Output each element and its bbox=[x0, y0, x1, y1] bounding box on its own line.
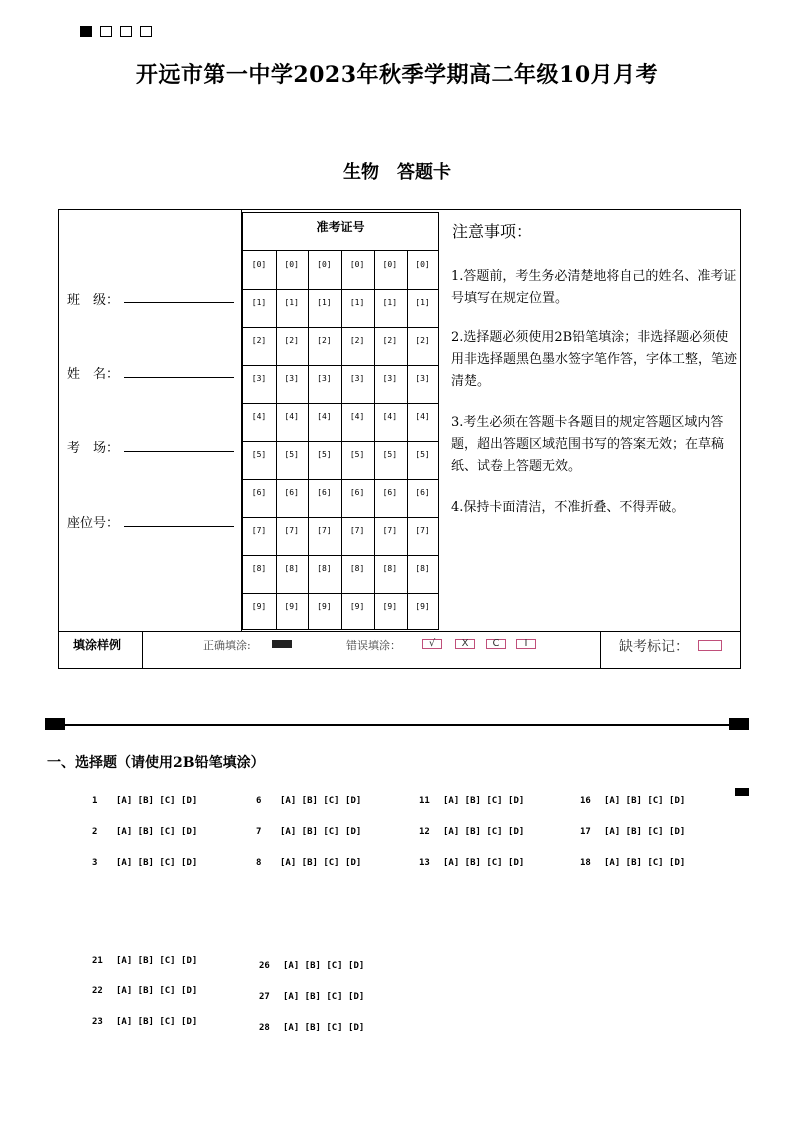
digit-bubble[interactable]: [1] bbox=[349, 298, 365, 307]
digit-bubble[interactable]: [4] bbox=[284, 412, 299, 421]
wrong-fill-label: 错误填涂： bbox=[346, 639, 401, 652]
digit-bubble[interactable]: [7] bbox=[382, 526, 398, 535]
question-item[interactable] bbox=[92, 1017, 197, 1027]
grid-row-line bbox=[243, 327, 438, 328]
question-number: 16 bbox=[580, 796, 591, 806]
name-field[interactable] bbox=[124, 377, 234, 378]
question-number: 13 bbox=[419, 858, 430, 868]
question-number: 7 bbox=[256, 827, 262, 837]
name-label: 姓 名： bbox=[67, 367, 120, 382]
digit-bubble[interactable]: [9] bbox=[317, 602, 332, 611]
question-item[interactable] bbox=[419, 796, 524, 806]
answer-options[interactable]: [A] [B] [C] [D] bbox=[283, 961, 365, 971]
digit-bubble[interactable]: [5] bbox=[382, 450, 398, 459]
digit-bubble[interactable]: [5] bbox=[284, 450, 299, 459]
digit-bubble[interactable]: [9] bbox=[382, 602, 398, 611]
exam-room-label: 考 场： bbox=[67, 441, 120, 456]
wrong-fill-sample: √ bbox=[422, 639, 442, 649]
sample-label: 填涂样例 bbox=[73, 638, 122, 652]
question-item[interactable] bbox=[256, 827, 361, 837]
answer-options[interactable]: [A] [B] [C] [D] bbox=[116, 796, 198, 806]
digit-bubble[interactable]: [8] bbox=[415, 564, 430, 573]
grid-row-line bbox=[243, 441, 438, 442]
digit-bubble[interactable]: [2] bbox=[415, 336, 430, 345]
digit-bubble[interactable]: [1] bbox=[317, 298, 332, 307]
digit-bubble[interactable]: [0] bbox=[382, 260, 398, 269]
digit-bubble[interactable]: [5] bbox=[415, 450, 430, 459]
question-item[interactable] bbox=[256, 796, 361, 806]
absent-mark-label: 缺考标记： bbox=[619, 639, 689, 655]
question-number: 8 bbox=[256, 858, 262, 868]
position-marker bbox=[140, 26, 152, 37]
note-item: 1.答题前，考生务必清楚地将自己的姓名、准考证号填写在规定位置。 bbox=[451, 269, 737, 306]
question-number: 12 bbox=[419, 827, 430, 837]
grid-row-line bbox=[243, 555, 438, 556]
class-field[interactable] bbox=[124, 302, 234, 303]
digit-bubble[interactable]: [9] bbox=[251, 602, 267, 611]
question-number: 17 bbox=[580, 827, 591, 837]
question-number: 3 bbox=[92, 858, 98, 868]
question-number: 28 bbox=[259, 1023, 270, 1033]
digit-bubble[interactable]: [3] bbox=[349, 374, 365, 383]
digit-bubble[interactable]: [3] bbox=[251, 374, 267, 383]
digit-bubble[interactable]: [1] bbox=[284, 298, 299, 307]
question-item[interactable] bbox=[580, 827, 685, 837]
section-separator bbox=[64, 724, 732, 726]
exam-room-field[interactable] bbox=[124, 451, 234, 452]
digit-bubble[interactable]: [3] bbox=[284, 374, 299, 383]
question-item[interactable] bbox=[256, 858, 361, 868]
digit-bubble[interactable]: [8] bbox=[284, 564, 299, 573]
digit-bubble[interactable]: [9] bbox=[415, 602, 430, 611]
digit-bubble[interactable]: [2] bbox=[284, 336, 299, 345]
digit-bubble[interactable]: [6] bbox=[382, 488, 398, 497]
position-marker-filled bbox=[735, 788, 749, 796]
position-marker-filled bbox=[80, 26, 92, 37]
digit-bubble[interactable]: [6] bbox=[251, 488, 267, 497]
wrong-fill-sample: I bbox=[516, 639, 536, 649]
digit-bubble[interactable]: [3] bbox=[415, 374, 430, 383]
question-number: 1 bbox=[92, 796, 98, 806]
question-item[interactable] bbox=[419, 827, 524, 837]
digit-bubble[interactable]: [4] bbox=[349, 412, 365, 421]
question-item[interactable] bbox=[92, 858, 197, 868]
digit-bubble[interactable]: [0] bbox=[251, 260, 267, 269]
digit-bubble[interactable]: [9] bbox=[284, 602, 299, 611]
question-item[interactable] bbox=[580, 796, 685, 806]
question-number: 21 bbox=[92, 956, 103, 966]
note-item: 4.保持卡面清洁，不准折叠、不得弄破。 bbox=[451, 500, 685, 515]
answer-options[interactable]: [A] [B] [C] [D] bbox=[116, 827, 198, 837]
question-number: 27 bbox=[259, 992, 270, 1002]
note-item: 3.考生必须在答题卡各题目的规定答题区域内答题，超出答题区域范围书写的答案无效；在草稿纸、试卷上答题无效。 bbox=[451, 415, 725, 474]
correct-fill-label: 正确填涂: bbox=[203, 639, 251, 652]
answer-options[interactable]: [A] [B] [C] [D] bbox=[116, 986, 198, 996]
answer-options[interactable]: [A] [B] [C] [D] bbox=[604, 827, 686, 837]
digit-bubble[interactable]: [7] bbox=[317, 526, 332, 535]
grid-row-line bbox=[243, 403, 438, 404]
question-number: 26 bbox=[259, 961, 270, 971]
question-number: 23 bbox=[92, 1017, 103, 1027]
question-item[interactable] bbox=[92, 956, 197, 966]
answer-options[interactable]: [A] [B] [C] [D] bbox=[116, 858, 198, 868]
digit-bubble[interactable]: [6] bbox=[317, 488, 332, 497]
digit-bubble[interactable]: [1] bbox=[251, 298, 267, 307]
digit-bubble[interactable]: [8] bbox=[382, 564, 398, 573]
digit-bubble[interactable]: [4] bbox=[251, 412, 267, 421]
admission-number-title: 准考证号 bbox=[243, 213, 438, 251]
divider bbox=[58, 631, 741, 632]
wrong-fill-sample: X bbox=[455, 639, 475, 649]
page-subtitle: 生物 答题卡 bbox=[343, 162, 451, 183]
answer-options[interactable]: [A] [B] [C] [D] bbox=[443, 827, 525, 837]
digit-bubble[interactable]: [6] bbox=[415, 488, 430, 497]
digit-bubble[interactable]: [8] bbox=[349, 564, 365, 573]
answer-options[interactable]: [A] [B] [C] [D] bbox=[604, 796, 686, 806]
grid-row-line bbox=[243, 593, 438, 594]
digit-bubble[interactable]: [4] bbox=[415, 412, 430, 421]
position-marker bbox=[100, 26, 112, 37]
digit-bubble[interactable]: [6] bbox=[284, 488, 299, 497]
digit-bubble[interactable]: [5] bbox=[251, 450, 267, 459]
answer-options[interactable]: [A] [B] [C] [D] bbox=[283, 1023, 365, 1033]
digit-bubble[interactable]: [2] bbox=[251, 336, 267, 345]
digit-bubble[interactable]: [3] bbox=[317, 374, 332, 383]
answer-options[interactable]: [A] [B] [C] [D] bbox=[280, 827, 362, 837]
question-item[interactable] bbox=[580, 858, 685, 868]
separator-marker bbox=[45, 718, 65, 730]
digit-bubble[interactable]: [2] bbox=[382, 336, 398, 345]
absent-mark-box[interactable] bbox=[698, 640, 722, 651]
digit-bubble[interactable]: [4] bbox=[317, 412, 332, 421]
digit-bubble[interactable]: [0] bbox=[349, 260, 365, 269]
page-title: 开远市第一中学2023年秋季学期高二年级10月月考 bbox=[135, 62, 659, 88]
grid-row-line bbox=[243, 517, 438, 518]
digit-bubble[interactable]: [7] bbox=[251, 526, 267, 535]
digit-bubble[interactable]: [0] bbox=[284, 260, 299, 269]
position-marker bbox=[120, 26, 132, 37]
section-title: 一、选择题（请使用2B铅笔填涂） bbox=[47, 755, 265, 771]
question-item[interactable] bbox=[92, 986, 197, 996]
question-number: 2 bbox=[92, 827, 98, 837]
digit-bubble[interactable]: [0] bbox=[317, 260, 332, 269]
question-item[interactable] bbox=[92, 827, 197, 837]
separator-marker bbox=[729, 718, 749, 730]
question-item[interactable] bbox=[419, 858, 524, 868]
class-label: 班 级： bbox=[67, 293, 120, 308]
admission-number-grid bbox=[242, 212, 439, 630]
notes-title: 注意事项： bbox=[452, 222, 533, 241]
grid-row-line bbox=[243, 365, 438, 366]
question-number: 6 bbox=[256, 796, 262, 806]
digit-bubble[interactable]: [4] bbox=[382, 412, 398, 421]
question-number: 22 bbox=[92, 986, 103, 996]
answer-options[interactable]: [A] [B] [C] [D] bbox=[116, 956, 198, 966]
grid-row-line bbox=[243, 289, 438, 290]
divider bbox=[600, 631, 601, 669]
digit-bubble[interactable]: [8] bbox=[317, 564, 332, 573]
digit-bubble[interactable]: [8] bbox=[251, 564, 267, 573]
answer-options[interactable]: [A] [B] [C] [D] bbox=[116, 1017, 198, 1027]
digit-bubble[interactable]: [3] bbox=[382, 374, 398, 383]
answer-options[interactable]: [A] [B] [C] [D] bbox=[283, 992, 365, 1002]
divider bbox=[142, 631, 143, 669]
digit-bubble[interactable]: [7] bbox=[415, 526, 430, 535]
answer-options[interactable]: [A] [B] [C] [D] bbox=[280, 858, 362, 868]
seat-number-field[interactable] bbox=[124, 526, 234, 527]
question-item[interactable] bbox=[259, 992, 364, 1002]
wrong-fill-sample: C bbox=[486, 639, 506, 649]
digit-bubble[interactable]: [2] bbox=[317, 336, 332, 345]
digit-bubble[interactable]: [6] bbox=[349, 488, 365, 497]
digit-bubble[interactable]: [5] bbox=[349, 450, 365, 459]
digit-bubble[interactable]: [5] bbox=[317, 450, 332, 459]
correct-fill-sample bbox=[272, 640, 292, 648]
digit-bubble[interactable]: [7] bbox=[349, 526, 365, 535]
question-number: 11 bbox=[419, 796, 430, 806]
digit-bubble[interactable]: [2] bbox=[349, 336, 365, 345]
grid-row-line bbox=[243, 479, 438, 480]
question-item[interactable] bbox=[92, 796, 197, 806]
digit-bubble[interactable]: [9] bbox=[349, 602, 365, 611]
question-number: 18 bbox=[580, 858, 591, 868]
answer-options[interactable]: [A] [B] [C] [D] bbox=[443, 858, 525, 868]
seat-number-label: 座位号： bbox=[67, 516, 120, 531]
answer-options[interactable]: [A] [B] [C] [D] bbox=[604, 858, 686, 868]
answer-options[interactable]: [A] [B] [C] [D] bbox=[280, 796, 362, 806]
answer-options[interactable]: [A] [B] [C] [D] bbox=[443, 796, 525, 806]
digit-bubble[interactable]: [0] bbox=[415, 260, 430, 269]
question-item[interactable] bbox=[259, 961, 364, 971]
digit-bubble[interactable]: [7] bbox=[284, 526, 299, 535]
question-item[interactable] bbox=[259, 1023, 364, 1033]
digit-bubble[interactable]: [1] bbox=[382, 298, 398, 307]
note-item: 2.选择题必须使用2B铅笔填涂；非选择题必须使用非选择题黑色墨水签字笔作答，字体工整，笔迹清楚。 bbox=[451, 330, 738, 389]
digit-bubble[interactable]: [1] bbox=[415, 298, 430, 307]
